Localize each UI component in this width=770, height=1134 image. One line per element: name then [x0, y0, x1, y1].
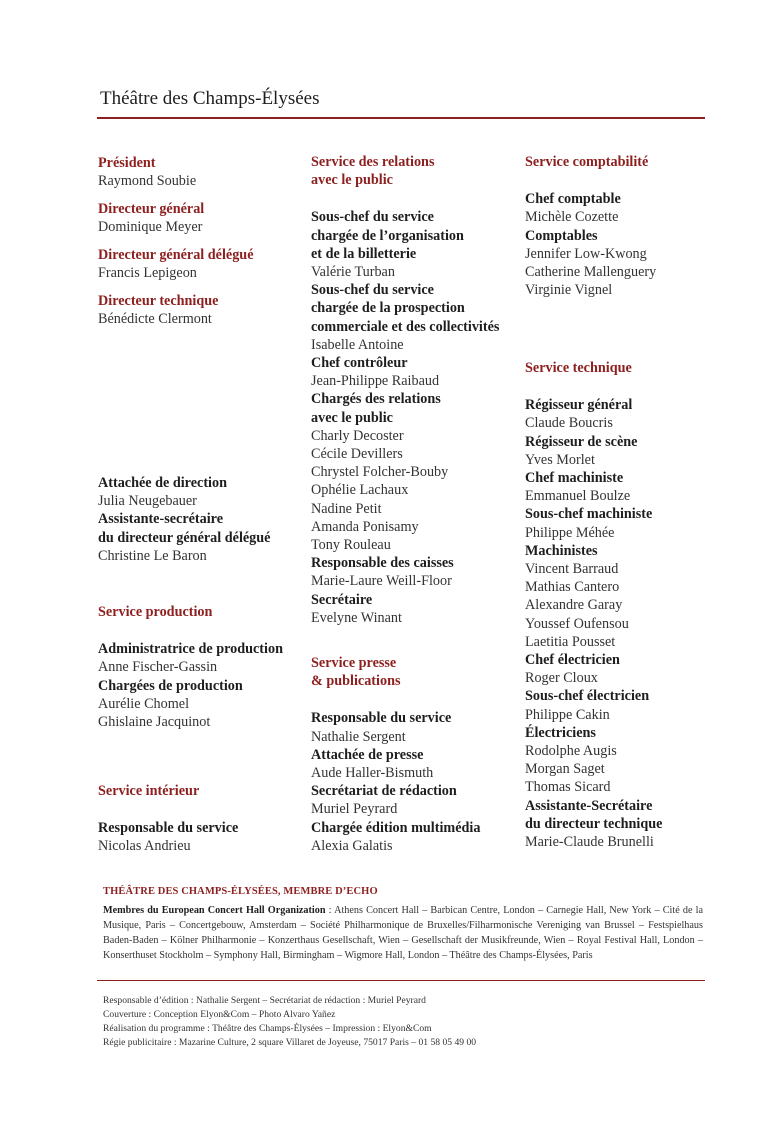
person-name: Charly Decoster: [311, 427, 404, 444]
person-name: Michèle Cozette: [525, 209, 619, 226]
role-heading: Directeur technique: [98, 293, 219, 309]
role-title: Sous-chef électricien: [525, 688, 650, 705]
footer-rule: [97, 980, 705, 981]
person-name: Bénédicte Clermont: [98, 311, 212, 328]
role-title: Sous-chef machiniste: [525, 506, 653, 523]
section-heading: Service comptabilité: [525, 154, 649, 170]
person-name: Emmanuel Boulze: [525, 488, 631, 505]
role-title: Machinistes: [525, 542, 598, 559]
person-name: Cécile Devillers: [311, 446, 403, 463]
section-heading: Service intérieur: [98, 783, 200, 799]
person-name: Alexia Galatis: [311, 837, 393, 854]
credit-line: Couverture : Conception Elyon&Com – Photo Alvaro Yañez: [103, 1009, 336, 1020]
role-title: du directeur général délégué: [98, 529, 271, 546]
header-rule: [97, 117, 705, 119]
direction-staff: [98, 474, 303, 565]
role-title: Chef comptable: [525, 191, 621, 208]
role-heading: Directeur général délégué: [98, 247, 254, 263]
comptabilite-list: [525, 190, 725, 299]
person-name: Muriel Peyrard: [311, 801, 398, 818]
person-name: Yves Morlet: [525, 451, 595, 468]
top-directors: [98, 154, 303, 328]
role-title: Comptables: [525, 227, 598, 244]
person-name: Philippe Cakin: [525, 706, 610, 723]
role-title: commerciale et des collectivités: [311, 318, 500, 335]
person-name: Roger Cloux: [525, 670, 598, 687]
section-heading: & publications: [311, 673, 401, 690]
credit-line: Responsable d’édition : Nathalie Sergent – Secrétariat de rédaction : Muriel Peyrard: [103, 995, 426, 1006]
section-presse: [311, 654, 521, 855]
role-title: Responsable du service: [311, 710, 452, 727]
section-relations: [311, 153, 521, 627]
echo-title: THÉÂTRE DES CHAMPS-ÉLYSÉES, MEMBRE D’ECHO: [103, 886, 378, 897]
section-heading: Service technique: [525, 360, 632, 376]
person-name: Jennifer Low-Kwong: [525, 245, 647, 262]
role-title: Sous-chef du service: [311, 209, 434, 226]
person-name: Youssef Oufensou: [525, 615, 629, 632]
echo-members: [103, 903, 703, 963]
technique-list: [525, 396, 725, 851]
role-title: Attachée de presse: [311, 746, 424, 763]
person-name: Thomas Sicard: [525, 779, 611, 796]
person-name: Claude Boucris: [525, 415, 613, 432]
section-interieur: [98, 782, 303, 856]
person-name: Vincent Barraud: [525, 561, 619, 578]
person-name: Dominique Meyer: [98, 219, 203, 236]
role-title: Responsable du service: [98, 820, 239, 837]
role-title: avec le public: [311, 409, 393, 426]
person-name: Raymond Soubie: [98, 173, 197, 190]
person-name: Laetitia Pousset: [525, 633, 616, 650]
person-name: Morgan Saget: [525, 761, 605, 778]
person-name: Aurélie Chomel: [98, 695, 190, 712]
director-technique: [98, 292, 218, 328]
echo-list: : Athens Concert Hall – Barbican Centre, London – Carnegie Hall, New York – Cité de la Musique, Paris – Concertgebouw, Amsterdam – Société Philharmonique de Bruxelles/Filharmonische Vereniging van Brussel – Festspielhaus Baden-Baden – Kölner Philharmonie – Konzerthaus Gesellschaft, Wien – Gesellschaft der Musikfreunde, Wien – Royal Festival Hall, London – Konserthuset Stockholm – Symphony Hall, Birmingham – Wigmore Hall, London – Théâtre des Champs-Élysées, Paris: [103, 905, 703, 961]
role-heading: Président: [98, 155, 156, 171]
director-general: [98, 200, 204, 236]
page-title: Théâtre des Champs-Élysées: [100, 88, 320, 109]
person-name: Ophélie Lachaux: [311, 482, 409, 499]
role-title: Électriciens: [525, 724, 596, 741]
role-title: Régisseur général: [525, 397, 633, 414]
person-name: Christine Le Baron: [98, 547, 207, 564]
role-title: Attachée de direction: [98, 475, 227, 491]
person-name: Marie-Claude Brunelli: [525, 834, 654, 851]
person-name: Julia Neugebauer: [98, 493, 197, 510]
person-name: Francis Lepigeon: [98, 265, 197, 282]
person-name: Nadine Petit: [311, 500, 382, 517]
role-title: Chargés des relations: [311, 391, 441, 408]
section-production: [98, 603, 303, 731]
person-name: Isabelle Antoine: [311, 336, 404, 353]
person-name: Virginie Vignel: [525, 282, 613, 299]
role-heading: Directeur général: [98, 201, 205, 217]
person-name: Nicolas Andrieu: [98, 838, 191, 855]
role-title: Régisseur de scène: [525, 433, 638, 450]
person-name: Mathias Cantero: [525, 579, 620, 596]
person-name: Rodolphe Augis: [525, 743, 617, 760]
role-title: et de la billetterie: [311, 245, 417, 262]
role-title: Chargées de production: [98, 677, 243, 694]
presse-list: [311, 709, 521, 855]
role-title: Chef contrôleur: [311, 355, 408, 372]
person-name: Marie-Laure Weill-Floor: [311, 573, 452, 590]
role-title: chargée de l’organisation: [311, 227, 464, 244]
role-title: chargée de la prospection: [311, 300, 465, 317]
section-heading: Service presse: [311, 655, 397, 671]
person-name: Jean-Philippe Raibaud: [311, 373, 440, 390]
section-heading: Service des relations: [311, 154, 435, 170]
credit-line: Réalisation du programme : Théâtre des Champs-Élysées – Impression : Elyon&Com: [103, 1023, 432, 1034]
person-name: Alexandre Garay: [525, 597, 623, 614]
role-title: Chargée édition multimédia: [311, 819, 481, 836]
section-heading: Service production: [98, 604, 213, 620]
person-name: Ghislaine Jacquinot: [98, 714, 211, 731]
role-title: du directeur technique: [525, 815, 663, 832]
person-name: Philippe Méhée: [525, 524, 615, 541]
role-title: Responsable des caisses: [311, 555, 454, 572]
director-general-delegue: [98, 246, 254, 282]
person-name: Chrystel Folcher-Bouby: [311, 464, 449, 481]
person-name: Nathalie Sergent: [311, 728, 406, 745]
role-title: Chef machiniste: [525, 470, 624, 487]
person-name: Aude Haller-Bismuth: [311, 765, 434, 782]
section-technique: [525, 359, 725, 851]
role-title: Secrétaire: [311, 591, 373, 608]
relations-list: [311, 208, 521, 627]
role-title: Sous-chef du service: [311, 282, 434, 299]
person-name: Evelyne Winant: [311, 609, 402, 626]
person-name: Amanda Ponisamy: [311, 518, 419, 535]
section-heading: avec le public: [311, 172, 393, 189]
role-title: Chef électricien: [525, 652, 620, 669]
person-name: Valérie Turban: [311, 264, 395, 281]
person-name: Anne Fischer-Gassin: [98, 659, 218, 676]
role-title: Secrétariat de rédaction: [311, 783, 457, 800]
echo-lead: Membres du European Concert Hall Organization: [103, 905, 326, 916]
credits: [103, 994, 703, 1050]
person-name: Tony Rouleau: [311, 537, 391, 554]
role-title: Administratrice de production: [98, 641, 283, 658]
credit-line: Régie publicitaire : Mazarine Culture, 2 square Villaret de Joyeuse, 75017 Paris – 01 58 05 49 00: [103, 1037, 477, 1048]
role-title: Assistante-secrétaire: [98, 511, 224, 528]
person-name: Catherine Mallenguery: [525, 264, 657, 281]
section-comptabilite: [525, 153, 725, 299]
role-title: Assistante-Secrétaire: [525, 797, 653, 814]
